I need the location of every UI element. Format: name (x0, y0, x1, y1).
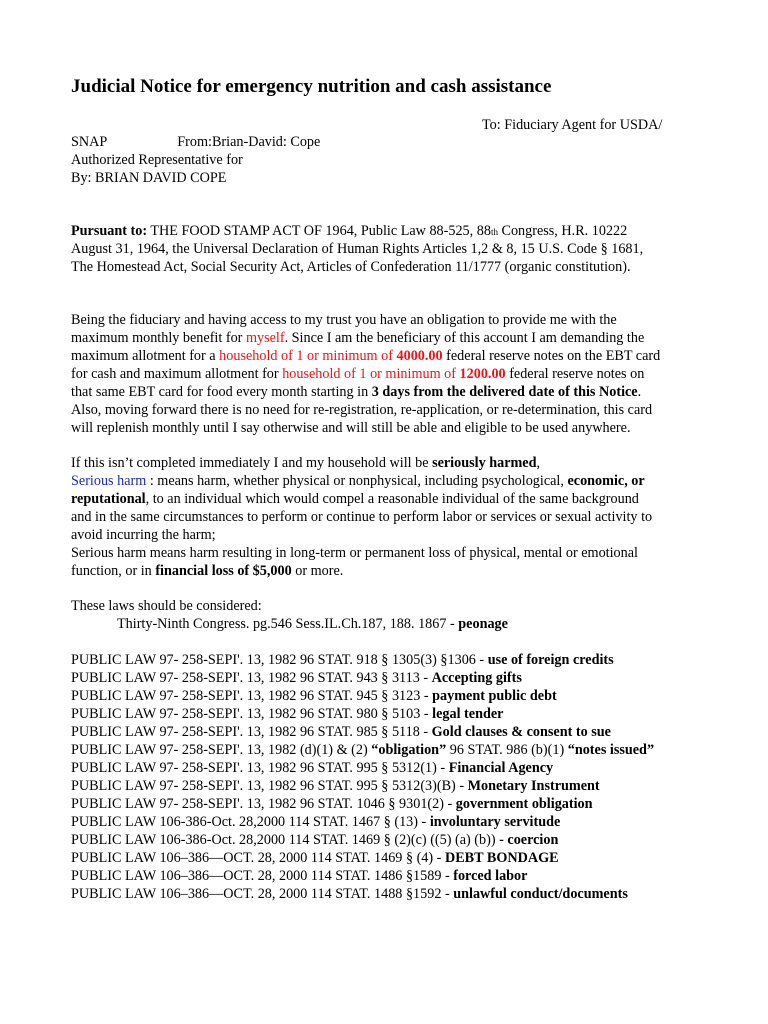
text: . (637, 384, 642, 400)
law-topic: government obligation (455, 796, 593, 812)
law-topic: - coercion (499, 832, 559, 848)
law-citation: PUBLIC LAW 97- 258-SEPI'. 13, 1982 96 STAT. 980 § 5103 - (71, 706, 433, 722)
text: : means harm, whether physical or nonphysical, including psychological, (146, 473, 568, 489)
snap-text: SNAP (71, 134, 108, 150)
deadline-text: 3 days from the delivered date of this Notice (371, 384, 638, 400)
demand-line-5 (71, 383, 711, 401)
law-topic: Financial Agency (448, 760, 554, 776)
highlight-myself: myself (245, 330, 285, 346)
text: function, or in (71, 563, 156, 579)
law-topic: Accepting gifts (431, 670, 522, 686)
text: Thirty-Ninth Congress. pg.546 Sess.IL.Ch.187, 188. 1867 - (117, 616, 459, 632)
law-topic: payment public debt (432, 688, 557, 704)
text: maximum allotment for a (71, 348, 220, 364)
law-citation: PUBLIC LAW 106–386—OCT. 28, 2000 114 STAT. 1486 §1589 - (71, 868, 454, 884)
from-text: From:Brian-David: Cope (177, 134, 321, 150)
bold-text: reputational (71, 491, 146, 507)
seriously-harmed: seriously harmed (432, 455, 537, 471)
financial-loss: financial loss of $5,000 (155, 563, 292, 579)
law-item (71, 867, 711, 885)
law-item (71, 813, 711, 831)
congress-line (71, 615, 711, 633)
text: that same EBT card for food every month starting in (71, 384, 372, 400)
harm-line-3 (71, 490, 711, 508)
law-item (71, 651, 711, 669)
law-item (71, 795, 711, 813)
law-topic: involuntary servitude (429, 814, 561, 830)
serious-harm-term: Serious harm (71, 473, 147, 489)
harm-line-6: Serious harm means harm resulting in long-term or permanent loss of physical, mental or emotional (71, 545, 638, 561)
highlight-household: household of 1 or minimum of (282, 366, 460, 382)
by-line: By: BRIAN DAVID COPE (71, 170, 227, 186)
laws-intro-block (71, 597, 711, 633)
law-citation: PUBLIC LAW 97- 258-SEPI'. 13, 1982 96 STAT. 995 § 5312(1) - (71, 760, 449, 776)
text: federal reserve notes on (505, 366, 645, 382)
law-citation: PUBLIC LAW 106-386-Oct. 28,2000 114 STAT. 1469 § (2)(c) ((5) (a) (b)) (71, 832, 500, 848)
law-topic: “obligation” (371, 742, 447, 758)
law-citation: PUBLIC LAW 97- 258-SEPI'. 13, 1982 96 STAT. 985 § 5118 - (71, 724, 432, 740)
law-item (71, 723, 711, 741)
law-topic: forced labor (453, 868, 528, 884)
bold-text: peonage (458, 616, 508, 632)
highlight-amount-food: 1200.00 (459, 366, 506, 382)
pursuant-block (71, 222, 711, 276)
demand-line-3 (71, 347, 711, 365)
header-block (71, 133, 711, 187)
law-item (71, 831, 711, 849)
law-item (71, 849, 711, 867)
text: or more. (291, 563, 344, 579)
law-citation: PUBLIC LAW 106–386—OCT. 28, 2000 114 STAT. 1469 § (4) - (71, 850, 445, 866)
law-topic: Gold clauses & consent to sue (431, 724, 611, 740)
law-item (71, 669, 711, 687)
harm-line-2 (71, 472, 711, 490)
to-line: To: Fiduciary Agent for USDA/ (482, 117, 663, 133)
demand-line-4 (71, 365, 711, 383)
harm-line-5: avoid incurring the harm; (71, 527, 216, 543)
law-citation: 96 STAT. 986 (b)(1) (446, 742, 568, 758)
demand-line-7: will replenish monthly until I say otherwise and will still be able and eligible to be used anywhere. (71, 420, 631, 436)
law-item (71, 777, 711, 795)
law-citation: PUBLIC LAW 97- 258-SEPI'. 13, 1982 (d)(1) & (2) (71, 742, 372, 758)
text: maximum monthly benefit for (71, 330, 246, 346)
demand-line-6: Also, moving forward there is no need for re-registration, re-application, or re-determination, this card (71, 402, 653, 418)
law-item (71, 741, 711, 759)
law-citation: PUBLIC LAW 97- 258-SEPI'. 13, 1982 96 STAT. 995 § 5312(3)(B) - (71, 778, 468, 794)
law-topic: DEBT BONDAGE (444, 850, 559, 866)
pursuant-line-2: August 31, 1964, the Universal Declaration of Human Rights Articles 1,2 & 8, 15 U.S. Code § 1681, (71, 241, 644, 257)
page-title: Judicial Notice for emergency nutrition and cash assistance (71, 76, 552, 97)
pursuant-label: Pursuant to: (71, 223, 148, 239)
law-topic: use of foreign credits (487, 652, 614, 668)
law-topic: unlawful conduct/documents (453, 886, 628, 902)
law-citation: PUBLIC LAW 97- 258-SEPI'. 13, 1982 96 STAT. 1046 § 9301(2) - (71, 796, 456, 812)
law-item (71, 687, 711, 705)
authorized-line: Authorized Representative for (71, 152, 243, 168)
law-item (71, 759, 711, 777)
pursuant-ordinal: th (490, 227, 498, 237)
harm-line-4: and in the same circumstances to perform or continue to perform labor or services or sexual activity to (71, 509, 653, 525)
pursuant-line-3: The Homestead Act, Social Security Act, Articles of Confederation 11/1777 (organic constitution). (71, 259, 631, 275)
law-citation: PUBLIC LAW 97- 258-SEPI'. 13, 1982 96 STAT. 918 § 1305(3) §1306 - (71, 652, 488, 668)
law-citation: PUBLIC LAW 106-386-Oct. 28,2000 114 STAT. 1467 § (13) - (71, 814, 430, 830)
harm-paragraph (71, 454, 711, 580)
law-item (71, 885, 711, 903)
laws-intro: These laws should be considered: (71, 598, 262, 614)
law-topic: legal tender (432, 706, 504, 722)
text: for cash and maximum allotment for (71, 366, 283, 382)
law-citation: PUBLIC LAW 97- 258-SEPI'. 13, 1982 96 STAT. 945 § 3123 - (71, 688, 433, 704)
pursuant-line-1 (71, 222, 711, 240)
snap-from-line (71, 133, 711, 151)
law-topic: “notes issued” (567, 742, 655, 758)
highlight-household: household of 1 or minimum of (219, 348, 397, 364)
pursuant-text: THE FOOD STAMP ACT OF 1964, Public Law 88-525, 88 (147, 223, 491, 239)
law-topic: Monetary Instrument (467, 778, 600, 794)
bold-text: economic, or (567, 473, 645, 489)
text: , (536, 455, 541, 471)
pursuant-text-b: Congress, H.R. 10222 (497, 223, 628, 239)
law-item (71, 705, 711, 723)
law-citation: PUBLIC LAW 97- 258-SEPI'. 13, 1982 96 STAT. 943 § 3113 - (71, 670, 432, 686)
text: federal reserve notes on the EBT card (442, 348, 661, 364)
demand-line-1: Being the fiduciary and having access to my trust you have an obligation to provide me with the (71, 312, 617, 328)
highlight-amount-cash: 4000.00 (396, 348, 443, 364)
law-citation: PUBLIC LAW 106–386—OCT. 28, 2000 114 STAT. 1488 §1592 - (71, 886, 454, 902)
demand-line-2 (71, 329, 711, 347)
laws-list (71, 651, 711, 903)
harm-line-1 (71, 454, 711, 472)
text: . Since I am the beneficiary of this account I am demanding the (284, 330, 645, 346)
harm-line-7 (71, 562, 711, 580)
text: If this isn’t completed immediately I and my household will be (71, 455, 433, 471)
text: , to an individual which would compel a reasonable individual of the same background (145, 491, 639, 507)
demand-paragraph (71, 311, 711, 437)
